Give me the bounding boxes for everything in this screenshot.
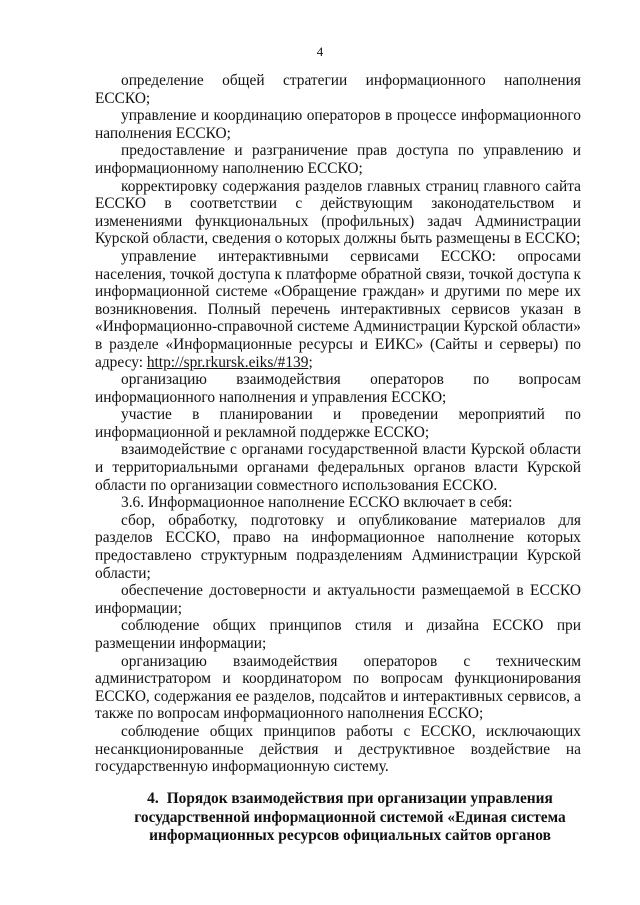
section-title: Порядок взаимодействия при организации управления государственной информационной системой «Единая система информационных ресурсов официальных сайтов органов (134, 790, 566, 844)
paragraph: управление и координацию операторов в процессе информационного наполнения ЕССКО; (95, 107, 581, 142)
page-number: 4 (316, 44, 324, 59)
paragraph: участие в планировании и проведении мероприятий по информационной и рекламной поддержке ЕССКО; (95, 406, 581, 441)
paragraph: обеспечение достоверности и актуальности размещаемой в ЕССКО информации; (95, 582, 581, 617)
paragraph: соблюдение общих принципов стиля и дизайна ЕССКО при размещении информации; (95, 617, 581, 652)
section-number: 4. (147, 790, 159, 807)
paragraph: 3.6. Информационное наполнение ЕССКО включает в себя: (121, 494, 513, 512)
paragraph: организацию взаимодействия операторов с техническим администратором и координатором по вопросам функционирования ЕССКО, содержания ее разделов, подсайтов и интерактивных сервисов, а также по вопросам информационного наполнения ЕССКО; (95, 652, 581, 723)
paragraph-end: ; (308, 353, 313, 371)
paragraph: корректировку содержания разделов главных страниц главного сайта ЕССКО в соответствии с действующим законодательством и изменениями функциональных (профильных) задач Администрации Курской области, сведения о которых должны быть размещены в ЕССКО; (95, 177, 581, 248)
services-list-link[interactable]: http://spr.rkursk.eiks/#139 (146, 353, 309, 371)
document-body (95, 72, 581, 776)
interactive-services-paragraph (95, 248, 581, 371)
paragraph-text: управление интерактивными сервисами ЕССКО: опросами населения, точкой доступа к платформе обратной связи, точкой доступа к информационной системе «Обращение граждан» и другими по мере их возникновения. Полный перечень интерактивных сервисов указан в «Информационно-справочной системе Администрации Курской области» в разделе «Информационные ресурсы и ЕИКС» (Сайты и серверы) по адресу: (95, 247, 581, 371)
paragraph: сбор, обработку, подготовку и опубликование материалов для разделов ЕССКО, право на информационное наполнение которых предоставлено структурным подразделениям Администрации Курской области; (95, 511, 581, 582)
paragraph: предоставление и разграничение прав доступа по управлению и информационному наполнению ЕССКО; (95, 142, 581, 177)
section-heading (110, 790, 590, 846)
paragraph: взаимодействие с органами государственной власти Курской области и территориальными органами федеральных органов власти Курской области по организации совместного использования ЕССКО. (95, 441, 581, 494)
paragraph: определение общей стратегии информационного наполнения ЕССКО; (95, 72, 581, 107)
paragraph: соблюдение общих принципов работы с ЕССКО, исключающих несанкционированные действия и деструктивное воздействие на государственную информационную систему. (95, 722, 581, 776)
paragraph: организацию взаимодействия операторов по вопросам информационного наполнения и управления ЕССКО; (95, 371, 581, 406)
